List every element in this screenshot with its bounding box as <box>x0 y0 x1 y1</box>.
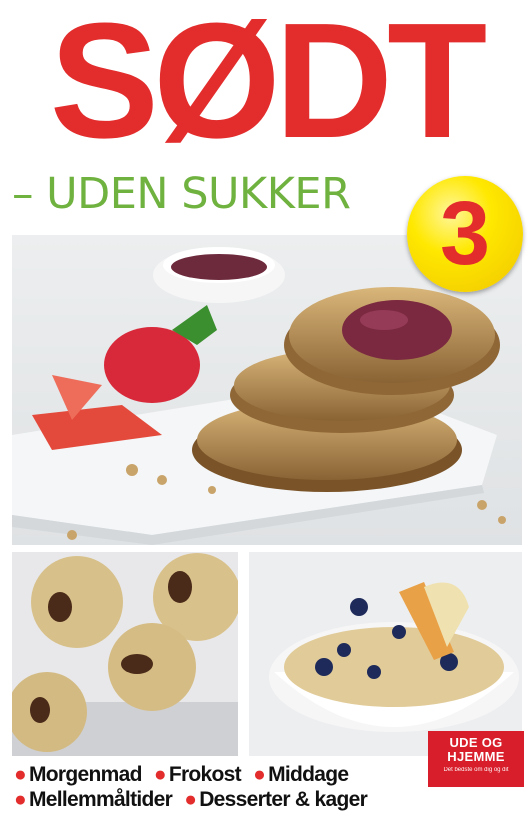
magazine-subtitle: – UDEN SUKKER <box>12 169 351 219</box>
bullet-icon: ● <box>153 763 166 786</box>
logo-line-1: UDE OG <box>449 735 503 750</box>
bullet-icon: ● <box>253 763 266 786</box>
magazine-title: SØDT <box>49 0 482 172</box>
photo-oat-cookies <box>12 552 238 756</box>
category-line-2 <box>14 787 424 812</box>
category-item: Mellemmåltider <box>28 788 173 811</box>
logo-tagline: Det bedste om dig og dit <box>443 767 509 773</box>
publisher-logo <box>428 731 524 787</box>
photo-muesli-bowl <box>249 552 522 756</box>
category-item: Desserter & kager <box>199 788 368 811</box>
category-list <box>14 762 424 812</box>
category-line-1 <box>14 762 424 787</box>
logo-line-2: HJEMME <box>447 749 505 764</box>
issue-number-badge: 3 <box>407 176 523 292</box>
category-item: Morgenmad <box>28 763 142 786</box>
category-item: Middage <box>268 763 349 786</box>
category-item: Frokost <box>168 763 241 786</box>
bullet-icon: ● <box>184 788 197 811</box>
bullet-icon: ● <box>14 763 26 786</box>
bullet-icon: ● <box>14 788 26 811</box>
